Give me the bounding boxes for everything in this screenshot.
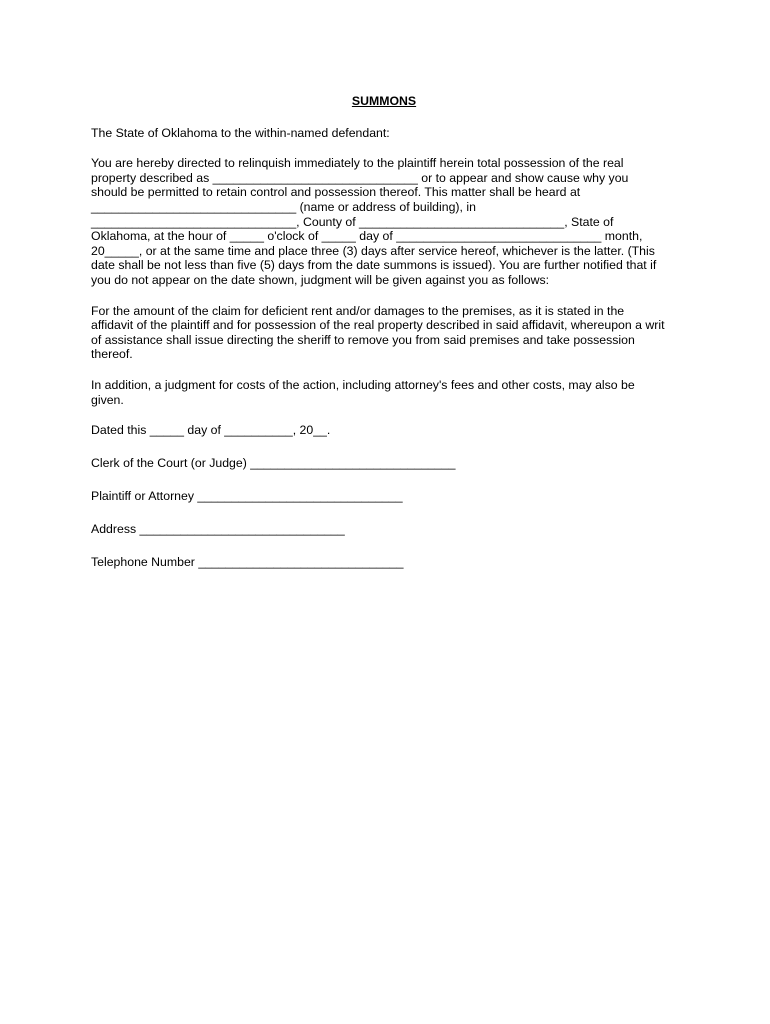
paragraph1-line: ______________________________, County of ______________________________, State of [91,214,614,229]
paragraph1-line: you do not appear on the date shown, judgment will be given against you as follows: [91,272,550,287]
paragraph2-line: affidavit of the plaintiff and for possession of the real property described in said affidavit, whereupon a writ [91,318,665,333]
paragraph1-line: should be permitted to retain control and possession thereof. This matter shall be heard at [91,185,581,200]
paragraph1-line: You are hereby directed to relinquish immediately to the plaintiff herein total possession of the real [91,156,624,171]
paragraph-claim [91,304,691,362]
document-title: SUMMONS [351,94,417,108]
paragraph-hearing-notice [91,156,691,287]
paragraph1-line: 20_____, or at the same time and place three (3) days after service hereof, whichever is the latter. (This [91,243,655,258]
paragraph3-line: given. [91,392,124,407]
address-line: Address ______________________________ [91,522,345,537]
paragraph1-line: property described as ______________________________ or to appear and show cause why you [91,170,629,185]
telephone-line: Telephone Number ______________________________ [91,555,404,570]
paragraph1-line: date shall be not less than five (5) days from the date summons is issued). You are further notified that if [91,258,657,273]
salutation: The State of Oklahoma to the within-named defendant: [91,125,390,140]
summons-document [91,94,691,570]
paragraph1-line: ______________________________ (name or address of building), in [91,199,476,214]
paragraph2-line: of assistance shall issue directing the sheriff to remove you from said premises and take possession [91,332,635,347]
paragraph3-line: In addition, a judgment for costs of the action, including attorney's fees and other costs, may also be [91,377,635,392]
paragraph1-line: Oklahoma, at the hour of _____ o'clock of _____ day of ______________________________ month, [91,229,643,244]
paragraph-costs [91,378,691,407]
plaintiff-signature-line: Plaintiff or Attorney ______________________________ [91,489,403,504]
clerk-signature-line: Clerk of the Court (or Judge) ______________________________ [91,456,456,471]
paragraph2-line: thereof. [91,347,133,362]
dated-line: Dated this _____ day of __________, 20__. [91,423,331,438]
paragraph2-line: For the amount of the claim for deficient rent and/or damages to the premises, as it is stated in the [91,303,625,318]
